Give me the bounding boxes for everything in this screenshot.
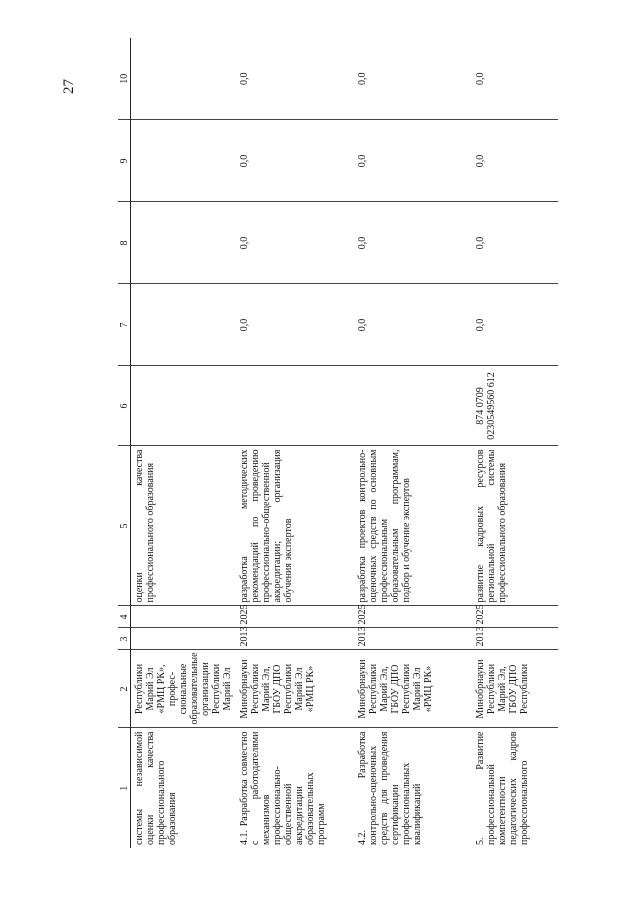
col-header-10: 10	[118, 38, 131, 120]
cell-start-year: 2013	[472, 628, 558, 650]
cell-result: разработка проектов контрольно-оценочных средств по основным профессиональным образовательным программам, подбор и обучение экспертов	[354, 446, 472, 606]
cell-end-year: 2025	[472, 606, 558, 628]
cell-budget-code	[131, 366, 237, 446]
col-header-8: 8	[118, 202, 131, 284]
cell-executor: Минобрнауки Республики Марий Эл, ГБОУ ДПО Республики	[472, 650, 558, 728]
cell-value-9	[131, 120, 237, 202]
page-number: 27	[61, 79, 77, 94]
cell-value-7: 0,0	[236, 284, 354, 366]
table-row	[131, 38, 237, 848]
col-header-4: 4	[118, 606, 131, 628]
cell-value-8: 0,0	[236, 202, 354, 284]
cell-value-8: 0,0	[354, 202, 472, 284]
cell-start-year: 2013	[236, 628, 354, 650]
rotated-table-wrapper	[118, 38, 639, 848]
cell-value-9: 0,0	[354, 120, 472, 202]
col-header-3: 3	[118, 628, 131, 650]
header-row	[118, 38, 131, 848]
cell-activity: 4.2. Разработка контрольно-оценочных средств для проведения сертификации профессиональных квалификаций	[357, 731, 423, 845]
cell-result: оценки качества профессионального образования	[131, 446, 237, 606]
cell-end-year: 2025	[236, 606, 354, 628]
cell-value-9: 0,0	[236, 120, 354, 202]
cell-end-year	[131, 606, 237, 628]
table-row	[354, 38, 472, 848]
col-header-7: 7	[118, 284, 131, 366]
table-row	[236, 38, 354, 848]
cell-executor: Минобрнауки Республики Марий Эл, ГБОУ ДПО Республики Марий Эл «РМЦ РК»	[354, 650, 472, 728]
cell-value-8	[131, 202, 237, 284]
cell-result: развитие кадровых ресурсов региональной системы профессионального образования	[472, 446, 558, 606]
col-header-2: 2	[118, 650, 131, 728]
col-header-9: 9	[118, 120, 131, 202]
cell-activity: 5. Развитие профессиональной компетентности педагогических кадров профессионального	[475, 731, 530, 845]
cell-value-7: 0,0	[472, 284, 558, 366]
col-header-5: 5	[118, 446, 131, 606]
cell-value-9: 0,0	[472, 120, 558, 202]
cell-executor: Минобрнауки Республики Марий Эл, ГБОУ ДПО Республики Марий Эл «РМЦ РК»	[236, 650, 354, 728]
cell-value-8: 0,0	[472, 202, 558, 284]
cell-activity: системы независимой оценки качества профессионального образования	[134, 731, 178, 845]
cell-activity: 4.1. Разработка совместно с работодателями механизмов профессионально-общественной аккредитации образовательных программ	[239, 731, 327, 845]
cell-budget-code	[236, 366, 354, 446]
cell-value-10: 0,0	[236, 38, 354, 120]
cell-executor: Республики Марий Эл «РМЦ РК», профес-сиональные образовательные организации Республики Марий Эл	[131, 650, 237, 728]
cell-value-10: 0,0	[354, 38, 472, 120]
cell-value-10	[131, 38, 237, 120]
cell-end-year: 2025	[354, 606, 472, 628]
table-row	[472, 38, 558, 848]
col-header-1: 1	[118, 728, 131, 848]
cell-value-10: 0,0	[472, 38, 558, 120]
cell-budget-code: 874 0709 0230549560 612	[472, 366, 558, 446]
cell-result: разработка методических рекомендаций по проведению профессионально-общественной аккредитации; организация обучения экспертов	[236, 446, 354, 606]
cell-start-year: 2013	[354, 628, 472, 650]
cell-start-year	[131, 628, 237, 650]
cell-value-7	[131, 284, 237, 366]
cell-budget-code	[354, 366, 472, 446]
cell-value-7: 0,0	[354, 284, 472, 366]
col-header-6: 6	[118, 366, 131, 446]
program-table	[118, 38, 558, 848]
